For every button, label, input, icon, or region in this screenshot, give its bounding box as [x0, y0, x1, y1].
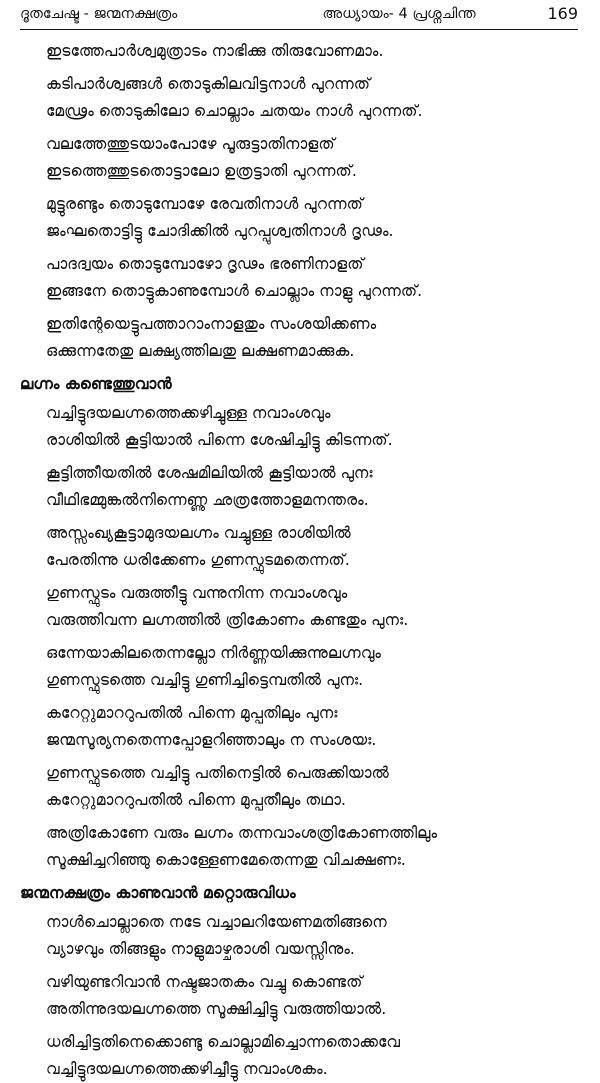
verse-stanza: [20, 760, 578, 814]
verse-stanza: [20, 311, 578, 365]
verse-line: വരുത്തിവന്ന ലഗ്നത്തിൽ ത്രികോണം കണ്ടതും പുനഃ.: [46, 611, 409, 629]
verse-line: കൂട്ടിത്തീയതിൽ ശേഷമിലിയിൽ കൂട്ടിയാൽ പുനഃ: [46, 464, 373, 482]
verse-stanza: [20, 1029, 578, 1083]
verse-line: കറേറ്റുമാററുപതിൽ പിന്നെ മുപ്പതീലും തഥാ.: [46, 791, 346, 809]
verse-stanza: [20, 251, 578, 305]
verse-line: ജംഘതൊട്ടിട്ടു ചോദിക്കിൽ പുറപ്പുശ്വതിനാൾ ദൃഢം.: [46, 222, 394, 240]
verse-stanza: [20, 460, 578, 514]
verse-line: വലത്തേത്തുടയാംപോഴേ പൂരുട്ടാതിനാളത്: [46, 135, 335, 153]
verse-line: വച്ചിട്ടുദയലഗ്നത്തെക്കഴിച്ചീട്ടു നവാംശകം.: [46, 1060, 328, 1078]
verse-stanza: [20, 700, 578, 754]
verse-line: ഇങ്ങനേ തൊട്ടുകാണുമ്പോൾ ചൊല്ലാം നാളു പുറന്നത്.: [46, 282, 423, 300]
verse-line: പാദദ്വയം തൊടുമ്പോഴോ ദൃഢം ഭരണിനാളത്: [46, 255, 364, 273]
verse-line: മുട്ടുരണ്ടും തൊടുമ്പോഴേ രേവതിനാൾ പുറന്നത്: [46, 195, 363, 213]
verse-line: വഴിയുണ്ടറിവാൻ നഷ്ടജാതകം വച്ചു കൊണ്ടത്: [46, 973, 363, 991]
section-heading: ലഗ്നം കണ്ടെത്തുവാൻ: [20, 375, 172, 393]
verse-stanza: [20, 520, 578, 574]
verse-line: നാൾചൊല്ലാതെ നടേ വച്ചാലറിയേണമതിങ്ങനെ: [46, 913, 387, 931]
verse-stanza: [20, 909, 578, 963]
verse-line: ഗുണസ്ഫുടം വരുത്തീട്ടു വന്നുനിന്ന നവാംശവും: [46, 584, 348, 602]
verse-line: പേരതിന്നു ധരിക്കേണം ഗുണസ്ഫുടമതെന്നത്.: [46, 551, 350, 569]
verse-line: അസ്സംഖ്യകൂട്ടാമുദയലഗ്നം വച്ചുള്ള രാശിയിൽ: [46, 524, 351, 542]
verse-line: വീഥിഭമ്മുങ്കൽനിന്നെണ്ണു ഛത്രത്തോളമനന്തരം.: [46, 491, 369, 509]
verse-stanza: [20, 38, 578, 65]
verse-line: ധരിച്ചിട്ടതിനെക്കൊണ്ടു ചൊല്ലാമിച്ചൊന്നതൊക്കവേ: [46, 1033, 401, 1051]
section-heading: ജന്മനക്ഷത്രം കാണുവാൻ മറ്റൊരുവിധം: [20, 884, 296, 902]
verse-line: രാശിയിൽ കൂട്ടിയാൽ പിന്നെ ശേഷിച്ചിട്ടു കിടന്നത്.: [46, 431, 393, 449]
verse-stanza: [20, 969, 578, 1023]
verse-stanza: [20, 400, 578, 454]
verse-line: ഒക്കുന്നതേതു ലക്ഷ്യത്തിലതു ലക്ഷണമാക്കുക.: [46, 342, 355, 360]
verse-line: അതിന്നുദയലഗ്നത്തെ സൂക്ഷിച്ചിട്ടു വരുത്തിയാൽ.: [46, 1000, 387, 1018]
header-chapter: അധ്യായം- 4 പ്രശ്നചിന്ത: [322, 6, 476, 22]
verse-stanza: [20, 71, 578, 125]
verse-stanza: [20, 191, 578, 245]
header-left-title: ദൂതചേഷ്ട - ജന്മനക്ഷത്രം: [20, 6, 178, 22]
verse-line: ഇടത്തേപാർശ്വമുത്രാടം നാഭിക്കു തിരുവോണമാം.: [46, 42, 384, 60]
verse-line: വച്ചിട്ടുദയലഗ്നത്തെക്കഴിച്ചുള്ള നവാംശവും: [46, 404, 331, 422]
verse-line: ഗുണസ്ഫുടത്തെ വച്ചിട്ടു ഗുണിച്ചിട്ടെമ്പതിൽ പുനഃ.: [46, 671, 364, 689]
verse-line: വ്യാഴവും തിങ്ങളും നാളുമാഴ്ചരാശി വയസ്സിനും.: [46, 940, 355, 958]
verse-stanza: [20, 580, 578, 634]
verse-line: കറേറ്റുമാററുപതിൽ പിന്നെ മുപ്പതിലും പുനഃ: [46, 704, 338, 722]
verse-stanza: [20, 640, 578, 694]
verse-line: ഇടത്തെത്തുടതൊട്ടാലോ ഉത്രട്ടാതി പുറന്നത്.: [46, 162, 357, 180]
page-number: 169: [547, 4, 578, 23]
verse-stanza: [20, 820, 578, 874]
verse-line: അത്രികോണേ വരും ലഗ്നം തന്നവാംശത്രികോണത്തിലും: [46, 824, 438, 842]
verse-line: ഒന്നേയാകിലതെന്നല്ലോ നിർണ്ണയിക്കുന്നുലഗ്നവും: [46, 644, 381, 662]
page-body: [20, 38, 578, 1083]
running-header: [20, 0, 578, 30]
verse-stanza: [20, 131, 578, 185]
verse-line: ജന്മസൂര്യനതെന്നപ്പോളറിഞ്ഞാലും ന സംശയഃ.: [46, 731, 377, 749]
verse-line: സൂക്ഷിച്ചറിഞ്ഞു കൊള്ളേണമേതെന്നതു വിചക്ഷണഃ.: [46, 851, 406, 869]
verse-line: ഗുണസ്ഫുടത്തെ വച്ചിട്ടു പതിനെട്ടിൽ പെരുക്കിയാൽ: [46, 764, 389, 782]
verse-line: കടിപാർശ്വങ്ങൾ തൊടുകിലവിട്ടനാൾ പുറന്നത്: [46, 75, 371, 93]
verse-line: ഇതിന്റേയെട്ടുപത്താറാംനാളതും സംശയിക്കണം: [46, 315, 377, 333]
verse-line: മേഢ്രം തൊടുകിലോ ചൊല്ലാം ചതയം നാൾ പുറന്നത്.: [46, 102, 423, 120]
